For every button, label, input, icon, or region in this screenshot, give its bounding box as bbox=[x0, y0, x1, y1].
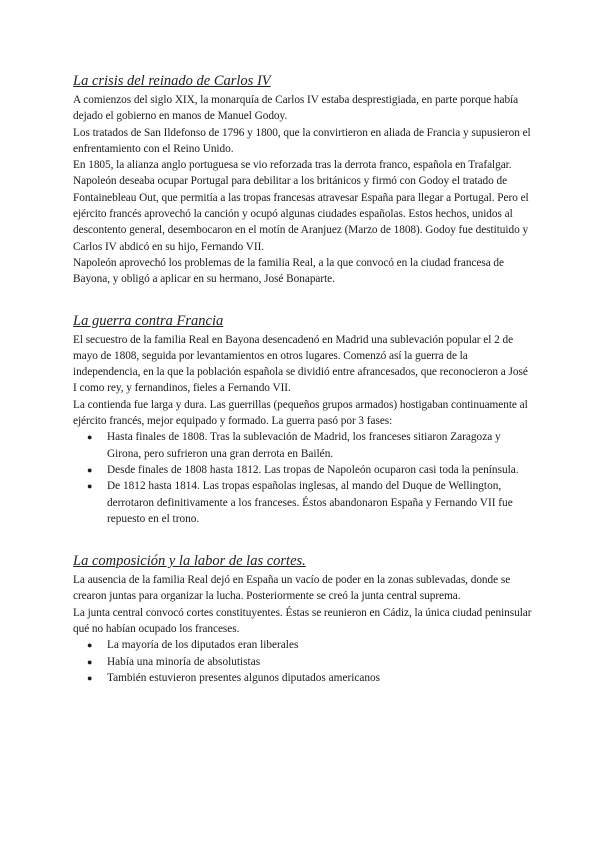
bullet-icon: ● bbox=[87, 672, 93, 683]
section-heading-guerra: La guerra contra Francia bbox=[73, 312, 224, 329]
paragraph: La contienda fue larga y dura. Las guerrillas (pequeños grupos armados) hostigaban continuamente al ejército francés, mejor equipado y formado. La guerra pasó por 3 fases: bbox=[73, 398, 528, 428]
list-item: ● De 1812 hasta 1814. Las tropas españolas inglesas, al mando del Duque de Wellington, derrotaron definitivamente a los franceses. Éstos abandonaron España y Fernando VII fue repuesto en el trono. bbox=[87, 480, 513, 525]
paragraph: La ausencia de la familia Real dejó en España un vacío de poder en la zonas sublevadas, donde se crearon juntas para organizar la lucha. Posteriormente se creó la junta central suprema. bbox=[73, 574, 511, 603]
list-item: ● También estuvieron presentes algunos diputados americanos bbox=[107, 670, 533, 686]
section-heading-crisis: La crisis del reinado de Carlos IV bbox=[73, 73, 271, 89]
list-item: ● Hasta finales de 1808. Tras la sublevación de Madrid, los franceses sitiaron Zaragoza y Girona, pero sufrieron una gran derrota en Bailén. bbox=[87, 431, 501, 460]
list-item: ● Desde finales de 1808 hasta 1812. Las tropas de Napoleón ocuparon casi toda la península. bbox=[107, 462, 533, 478]
section-heading-cortes: La composición y la labor de las cortes. bbox=[73, 553, 306, 570]
paragraph: A comienzos del siglo XIX, la monarquía de Carlos IV estaba desprestigiada, en parte porque había dejado el gobierno en manos de Manuel Godoy. bbox=[73, 94, 519, 123]
bullet-icon: ● bbox=[87, 464, 93, 475]
paragraph: La junta central convocó cortes constituyentes. Éstas se reunieron en Cádiz, la única ciudad peninsular qué no habían ocupado los franceses. bbox=[73, 606, 532, 636]
paragraph: Napoleón aprovechó los problemas de la familia Real, a la que convocó en la ciudad francesa de Bayona, y obligó a aplicar en su hermano, José Bonaparte. bbox=[73, 256, 504, 286]
document-page bbox=[73, 72, 533, 686]
list-item: ● La mayoría de los diputados eran liberales bbox=[107, 637, 533, 653]
paragraph: El secuestro de la familia Real en Bayona desencadenó en Madrid una sublevación popular el 2 de mayo de 1808, seguida por levantamientos en otros lugares. Comenzó así la guerra de la independencia, en la que la población española se dividió entre afrancesados, que reconocieron a José I como rey, y fernandinos, fieles a Fernando VII. bbox=[73, 333, 528, 395]
bullet-icon: ● bbox=[87, 481, 93, 492]
bullet-icon: ● bbox=[87, 432, 93, 443]
list-item: ● Había una minoría de absolutistas bbox=[107, 654, 533, 670]
paragraph: Los tratados de San Ildefonso de 1796 y 1800, que la convirtieron en aliada de Francia y supusieron el enfrentamiento con el Reino Unido. bbox=[73, 126, 531, 155]
bullet-icon: ● bbox=[87, 640, 93, 651]
bullet-list bbox=[73, 429, 533, 527]
bullet-icon: ● bbox=[87, 656, 93, 667]
paragraph: En 1805, la alianza anglo portuguesa se vio reforzada tras la derrota franco, española en Trafalgar. Napoleón deseaba ocupar Portugal para debilitar a los británicos y firmó con Godoy el tratado de Fontainebleau Out, que permitía a las tropas francesas atravesar España para llegar a Portugal. Pero el ejército francés aprovechó la canción y ocupó algunas ciudades españolas. Estos hechos, unidos al descontento general, desembocaron en el motín de Aranjuez (Marzo de 1808). Godoy fue destituido y Carlos IV abdicó en su hijo, Fernando VII. bbox=[73, 159, 529, 253]
bullet-list bbox=[73, 637, 533, 686]
